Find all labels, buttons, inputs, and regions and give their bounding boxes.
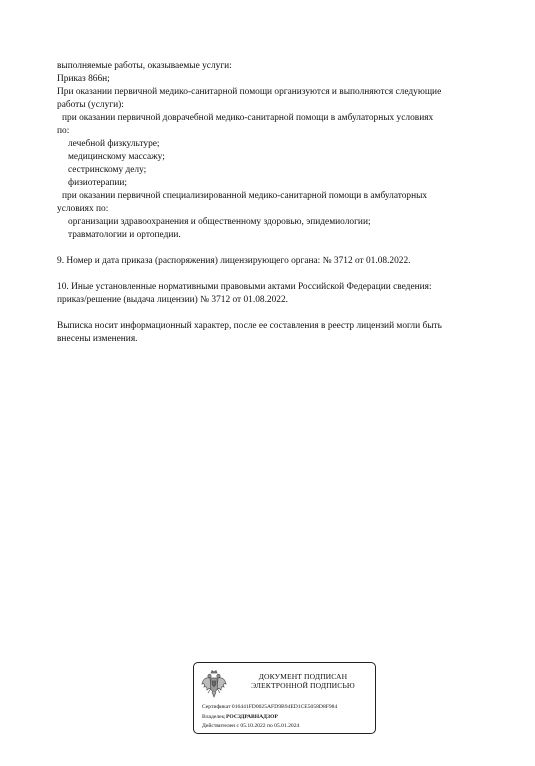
document-line: 9. Номер и дата приказа (распоряжения) лицензирующего органа: № 3712 от 01.08.2022. (57, 256, 411, 266)
document-body (57, 60, 517, 346)
stamp-title-line-2: ЭЛЕКТРОННОЙ ПОДПИСЬЮ (251, 681, 355, 690)
stamp-title-line-1: ДОКУМЕНТ ПОДПИСАН (258, 672, 348, 681)
document-line: Приказ 866н; (57, 74, 110, 84)
document-line: физиотерапии; (68, 178, 128, 188)
document-line: при оказании первичной доврачебной медико-санитарной помощи в амбулаторных условиях (62, 113, 434, 123)
document-line: лечебной физкультуре; (68, 139, 160, 149)
coat-of-arms-icon (201, 669, 227, 699)
certificate-row (202, 703, 337, 713)
document-line: по: (57, 126, 70, 136)
document-line: медицинскому массажу; (68, 152, 165, 162)
certificate-label: Сертификат (202, 704, 231, 710)
document-line: выполняемые работы, оказываемые услуги: (57, 61, 232, 71)
owner-value: РОСЗДРАВНАДЗОР (226, 713, 278, 720)
document-line: 10. Иные установленные нормативными правовыми актами Российской Федерации сведения: (57, 282, 432, 292)
stamp-meta (202, 703, 337, 732)
document-line: приказ/решение (выдача лицензии) № 3712 от 01.08.2022. (57, 295, 289, 305)
document-line: сестринскому делу; (68, 165, 147, 175)
owner-row (202, 713, 337, 723)
document-line: При оказании первичной медико-санитарной помощи организуются и выполняются следующие (57, 87, 442, 97)
document-line: при оказании первичной специализированной медико-санитарной помощи в амбулаторных (62, 191, 428, 201)
electronic-signature-stamp (193, 662, 376, 734)
document-line: организации здравоохранения и общественному здоровью, эпидемиологии; (68, 217, 371, 227)
paragraph-gap (57, 242, 517, 255)
paragraph-gap (57, 307, 517, 320)
owner-label: Владелец (202, 713, 225, 720)
paragraph-gap (57, 268, 517, 281)
document-line: внесены изменения. (57, 334, 138, 344)
document-line: травматологии и ортопедии. (68, 230, 181, 240)
document-line: Выписка носит информационный характер, после ее составления в реестр лицензий могли быть (57, 321, 442, 331)
document-line: работы (услуги): (57, 100, 124, 110)
document-line: условиях по: (57, 204, 109, 214)
certificate-value: 016441FD0025AFD9B94ED1CE5058D8F984 (231, 704, 338, 710)
validity-row: Действителен с 05.10.2022 по 05.01.2024 (202, 723, 300, 730)
stamp-title (234, 672, 372, 690)
